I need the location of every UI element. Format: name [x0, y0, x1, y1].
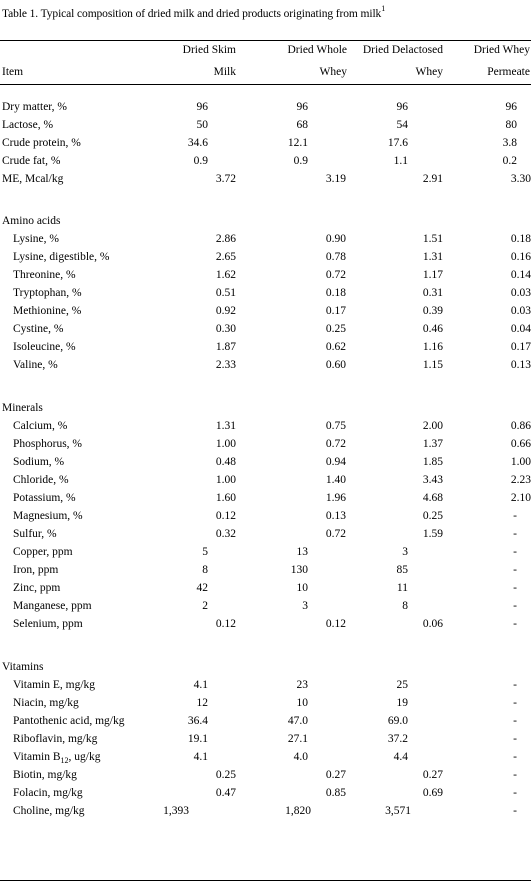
table-cell-col2: 0.85	[325, 787, 346, 799]
table-cell-col3: 0.31	[422, 287, 443, 299]
table-cell-col3: 1.85	[422, 456, 443, 468]
table-cell-col1: 4.1	[193, 679, 208, 691]
table-cell-col4: -	[513, 697, 517, 709]
row-label-text: Pantothenic acid, mg/kg	[13, 715, 125, 727]
table-cell-col4: 0.03	[510, 305, 531, 317]
row-label-text: Niacin, mg/kg	[13, 697, 79, 709]
row-label	[13, 250, 109, 264]
table-cell-col3: 54	[396, 119, 408, 131]
table-cell-col4: 0.14	[510, 269, 531, 281]
table-cell-col3: 1.59	[422, 528, 443, 540]
table-cell-col1: 8	[202, 564, 208, 576]
table-cell-col3: 1.1	[393, 155, 408, 167]
table-cell-col2: 10	[296, 697, 308, 709]
row-label-text: Sulfur, %	[13, 528, 57, 540]
table-cell-col1: 0.47	[215, 787, 236, 799]
table-cell-col4: -	[513, 787, 517, 799]
table-cell-col1: 1.00	[215, 474, 236, 486]
table-cell-col2: 1,820	[285, 805, 311, 817]
header-col2-line1: Dried Whole	[287, 44, 347, 56]
table-cell-col1: 0.51	[215, 287, 236, 299]
row-label-text: Threonine, %	[13, 269, 76, 281]
table-cell-col4: -	[513, 805, 517, 817]
table-cell-col4: 0.66	[510, 438, 531, 450]
row-label	[2, 100, 67, 114]
table-cell-col3: 19	[396, 697, 408, 709]
row-label	[13, 455, 64, 469]
table-cell-col1: 0.32	[215, 528, 236, 540]
table-cell-col4: 3.30	[510, 173, 531, 185]
row-label	[13, 473, 69, 487]
row-label	[13, 268, 76, 282]
table-cell-col4: -	[513, 733, 517, 745]
table-cell-col3: 1.17	[422, 269, 443, 281]
table-cell-col3: 11	[396, 582, 408, 594]
table-cell-col1: 0.12	[215, 618, 236, 630]
row-label	[13, 617, 83, 631]
table-cell-col4: 96	[505, 101, 517, 113]
table-cell-col1: 19.1	[187, 733, 208, 745]
row-label-text: Lactose, %	[2, 119, 54, 131]
table-title	[2, 5, 385, 20]
row-label	[2, 136, 81, 150]
row-label-text: Lysine, digestible, %	[13, 251, 110, 263]
table-cell-col2: 68	[296, 119, 308, 131]
table-cell-col1: 0.92	[215, 305, 236, 317]
table-cell-col1: 4.1	[193, 751, 208, 763]
table-cell-col4: -	[513, 618, 517, 630]
row-label-text: Potassium, %	[13, 492, 76, 504]
row-label	[13, 358, 58, 372]
table-cell-col1: 5	[202, 546, 208, 558]
table-cell-col2: 4.0	[293, 751, 308, 763]
table-cell-col4: -	[513, 528, 517, 540]
table-cell-col1: 2.86	[215, 233, 236, 245]
row-label-text: Choline, mg/kg	[13, 805, 85, 817]
table-cell-col4: -	[513, 510, 517, 522]
header-col3-line2: Whey	[415, 66, 443, 78]
table-cell-col2: 0.13	[325, 510, 346, 522]
table-cell-col3: 3	[402, 546, 408, 558]
row-label-text: Cystine, %	[13, 323, 64, 335]
row-label-text: Iron, ppm	[13, 564, 59, 576]
row-label	[13, 714, 124, 728]
table-cell-col3: 0.69	[422, 787, 443, 799]
row-label-text: Dry matter, %	[2, 101, 68, 113]
table-cell-col1: 3.72	[215, 173, 236, 185]
table-cell-col2: 0.9	[293, 155, 308, 167]
row-label	[13, 491, 76, 505]
table-cell-col1: 2.33	[215, 359, 236, 371]
row-label-text: Folacin, mg/kg	[13, 787, 83, 799]
table-cell-col3: 37.2	[387, 733, 408, 745]
table-cell-col2: 0.75	[325, 420, 346, 432]
header-col4-line2: Permeate	[487, 66, 530, 78]
header-col1-line2: Milk	[213, 66, 236, 78]
table-cell-col2: 47.0	[287, 715, 308, 727]
table-cell-col2: 0.27	[325, 769, 346, 781]
table-cell-col2: 0.17	[325, 305, 346, 317]
table-cell-col2: 0.62	[325, 341, 346, 353]
row-label-text: Phosphorus, %	[13, 438, 83, 450]
table-cell-col3: 85	[396, 564, 408, 576]
table-cell-col1: 1,393	[163, 805, 189, 817]
row-label	[13, 340, 76, 354]
row-label-text: Chloride, %	[13, 474, 69, 486]
table-cell-col3: 0.39	[422, 305, 443, 317]
row-label-text: Calcium, %	[13, 420, 68, 432]
header-col3-line1: Dried Delactosed	[362, 44, 443, 56]
table-cell-col2: 3	[302, 600, 308, 612]
table-cell-col4: 0.16	[510, 251, 531, 263]
row-label	[13, 545, 73, 559]
row-label	[2, 172, 63, 186]
table-cell-col3: 1.15	[422, 359, 443, 371]
table-cell-col2: 0.94	[325, 456, 346, 468]
row-label	[13, 768, 77, 782]
table-cell-col2: 1.40	[325, 474, 346, 486]
table-cell-col2: 0.18	[325, 287, 346, 299]
row-label	[13, 322, 63, 336]
row-label-subscript: 12	[60, 756, 69, 765]
table-cell-col3: 0.06	[422, 618, 443, 630]
row-label	[13, 732, 97, 746]
row-label-text: Vitamin B	[13, 751, 61, 763]
row-label-text: Amino acids	[2, 215, 61, 227]
table-cell-col2: 0.72	[325, 438, 346, 450]
table-cell-col4: 1.00	[510, 456, 531, 468]
table-cell-col2: 0.90	[325, 233, 346, 245]
table-cell-col2: 130	[290, 564, 308, 576]
table-cell-col3: 1.31	[422, 251, 443, 263]
table-title-text: Table 1. Typical composition of dried milk and dried products originating from milk	[2, 7, 382, 20]
row-label	[13, 563, 58, 577]
row-label	[13, 419, 67, 433]
table-cell-col3: 69.0	[387, 715, 408, 727]
table-cell-col1: 0.12	[215, 510, 236, 522]
table-cell-col4: 0.86	[510, 420, 531, 432]
row-label-text: Methionine, %	[13, 305, 82, 317]
row-label-text: Copper, ppm	[13, 546, 73, 558]
table-cell-col1: 1.62	[215, 269, 236, 281]
row-label-text: Minerals	[2, 402, 43, 414]
table-cell-col1: 1.87	[215, 341, 236, 353]
row-label-text: Vitamin E, mg/kg	[13, 679, 96, 691]
table-cell-col4: 0.2	[502, 155, 517, 167]
table-cell-col3: 25	[396, 679, 408, 691]
table-cell-col1: 2.65	[215, 251, 236, 263]
table-bottom-rule	[0, 880, 531, 881]
table-cell-col1: 0.9	[193, 155, 208, 167]
title-footnote-mark: 1	[381, 4, 386, 13]
table-cell-col4: 80	[505, 119, 517, 131]
table-cell-col4: -	[513, 582, 517, 594]
row-label	[13, 527, 57, 541]
row-label	[13, 509, 83, 523]
row-label	[13, 678, 95, 692]
table-cell-col4: -	[513, 679, 517, 691]
table-cell-col2: 0.60	[325, 359, 346, 371]
table-cell-col1: 2	[202, 600, 208, 612]
table-cell-col2: 23	[296, 679, 308, 691]
row-label-text: Riboflavin, mg/kg	[13, 733, 98, 745]
header-col2-line2: Whey	[319, 66, 347, 78]
table-cell-col3: 8	[402, 600, 408, 612]
row-label	[13, 786, 83, 800]
row-label-text: Sodium, %	[13, 456, 65, 468]
row-label-text: Magnesium, %	[13, 510, 83, 522]
section-heading	[2, 660, 43, 674]
table-cell-col4: 2.10	[510, 492, 531, 504]
row-label-text: Valine, %	[13, 359, 58, 371]
table-cell-col3: 2.91	[422, 173, 443, 185]
table-cell-col3: 4.68	[422, 492, 443, 504]
header-bottom-rule	[0, 84, 531, 85]
table-cell-col2: 1.96	[325, 492, 346, 504]
table-cell-col4: 0.18	[510, 233, 531, 245]
row-label-text: Vitamins	[2, 661, 44, 673]
table-cell-col1: 42	[196, 582, 208, 594]
table-cell-col4: 0.17	[510, 341, 531, 353]
table-cell-col2: 96	[296, 101, 308, 113]
row-label-text: Tryptophan, %	[13, 287, 82, 299]
table-cell-col2: 0.72	[325, 269, 346, 281]
row-label-text: Biotin, mg/kg	[13, 769, 77, 781]
row-label-text: Lysine, %	[13, 233, 59, 245]
row-label-text: Crude protein, %	[2, 137, 81, 149]
row-label-text: Crude fat, %	[2, 155, 61, 167]
table-cell-col2: 0.72	[325, 528, 346, 540]
table-cell-col1: 34.6	[187, 137, 208, 149]
table-cell-col2: 27.1	[287, 733, 308, 745]
table-cell-col2: 10	[296, 582, 308, 594]
row-label	[13, 437, 82, 451]
table-cell-col3: 1.16	[422, 341, 443, 353]
table-cell-col2: 0.25	[325, 323, 346, 335]
table-cell-col3: 96	[396, 101, 408, 113]
table-top-rule	[0, 40, 531, 41]
table-cell-col4: -	[513, 715, 517, 727]
table-cell-col4: -	[513, 751, 517, 763]
table-cell-col1: 0.25	[215, 769, 236, 781]
table-cell-col4: 0.13	[510, 359, 531, 371]
table-cell-col1: 50	[196, 119, 208, 131]
row-label	[2, 118, 53, 132]
row-label	[13, 581, 60, 595]
table-cell-col1: 1.60	[215, 492, 236, 504]
table-cell-col4: -	[513, 546, 517, 558]
table-cell-col4: 0.04	[510, 323, 531, 335]
row-label-rest: , ug/kg	[68, 751, 101, 763]
row-label-text: Selenium, ppm	[13, 618, 83, 630]
table-cell-col4: -	[513, 600, 517, 612]
table-cell-col2: 12.1	[287, 137, 308, 149]
table-cell-col4: -	[513, 769, 517, 781]
row-label-text: ME, Mcal/kg	[2, 173, 64, 185]
table-cell-col3: 4.4	[393, 751, 408, 763]
table-cell-col1: 0.30	[215, 323, 236, 335]
header-col1-line1: Dried Skim	[182, 44, 236, 56]
table-cell-col1: 1.00	[215, 438, 236, 450]
section-heading	[2, 214, 60, 228]
table-cell-col1: 12	[196, 697, 208, 709]
row-label	[13, 286, 82, 300]
row-label	[2, 154, 60, 168]
table-cell-col3: 0.25	[422, 510, 443, 522]
table-cell-col1: 36.4	[187, 715, 208, 727]
table-cell-col3: 1.51	[422, 233, 443, 245]
table-cell-col4: 0.03	[510, 287, 531, 299]
table-cell-col3: 3.43	[422, 474, 443, 486]
table-cell-col3: 0.46	[422, 323, 443, 335]
row-label	[13, 599, 92, 613]
table-cell-col2: 3.19	[325, 173, 346, 185]
row-label-text: Zinc, ppm	[13, 582, 61, 594]
table-cell-col3: 2.00	[422, 420, 443, 432]
row-label	[13, 304, 81, 318]
table-cell-col4: -	[513, 564, 517, 576]
table-cell-col3: 17.6	[387, 137, 408, 149]
table-cell-col1: 1.31	[215, 420, 236, 432]
row-label	[13, 804, 85, 818]
row-label	[13, 750, 101, 765]
table-cell-col3: 1.37	[422, 438, 443, 450]
header-item: Item	[2, 66, 24, 78]
row-label-text: Isoleucine, %	[13, 341, 76, 353]
table-cell-col3: 3,571	[385, 805, 411, 817]
section-heading	[2, 401, 43, 415]
table-cell-col2: 13	[296, 546, 308, 558]
row-label-text: Manganese, ppm	[13, 600, 92, 612]
table-cell-col4: 3.8	[502, 137, 517, 149]
table-cell-col1: 0.48	[215, 456, 236, 468]
header-col4-line1: Dried Whey	[473, 44, 530, 56]
table-cell-col4: 2.23	[510, 474, 531, 486]
table-cell-col1: 96	[196, 101, 208, 113]
row-label	[13, 232, 59, 246]
table-cell-col2: 0.12	[325, 618, 346, 630]
row-label	[13, 696, 79, 710]
table-cell-col2: 0.78	[325, 251, 346, 263]
table-cell-col3: 0.27	[422, 769, 443, 781]
